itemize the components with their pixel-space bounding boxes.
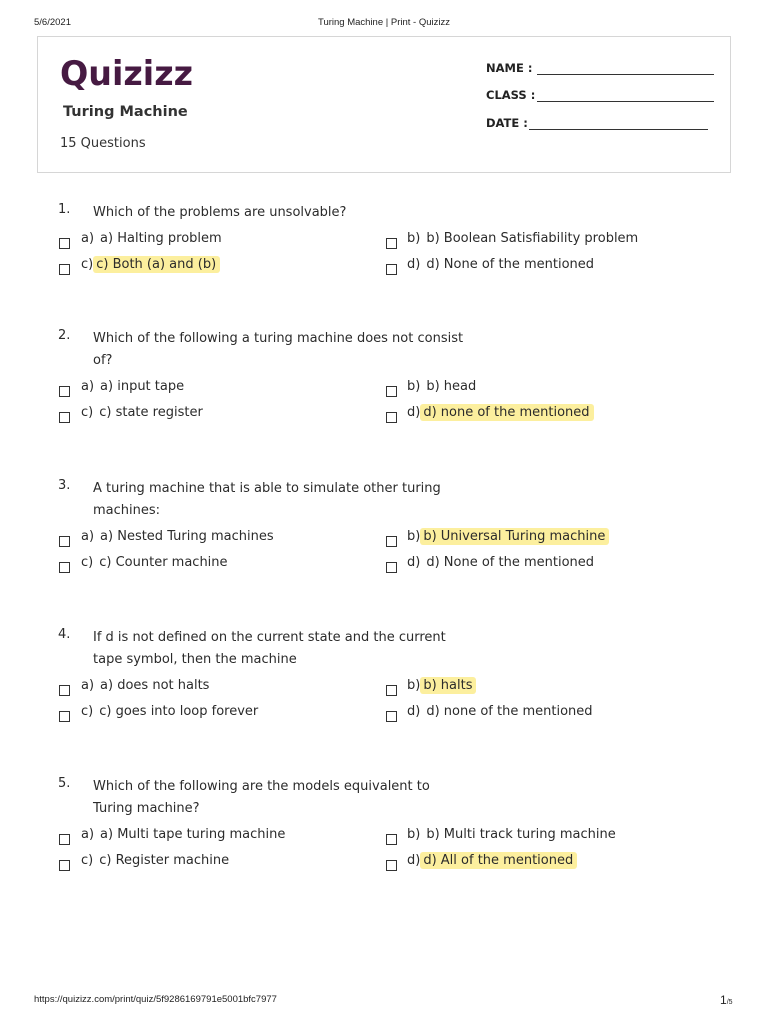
option-text: b) Boolean Satisfiability problem [426,231,639,246]
logo-text: Quizizz [60,54,193,91]
question-number: 3. [58,478,71,493]
option-label [407,826,620,844]
page-number [720,993,733,1007]
option-letter: b) [407,231,421,246]
option-label [81,852,233,870]
question-text: If d is not defined on the current state and the current tape symbol, then the machine [93,630,446,667]
correct-answer-text: b) halts [420,677,476,694]
checkbox[interactable] [386,412,397,423]
question-number: 4. [58,627,71,642]
option-text: a) input tape [100,379,185,394]
option-label [81,677,213,695]
checkbox[interactable] [386,562,397,573]
option-text: c) state register [99,405,203,420]
quizizz-logo [60,53,195,91]
class-line[interactable] [537,101,714,102]
question-text: A turing machine that is able to simulate other turing machines: [93,481,441,518]
quiz-header-box [37,36,731,173]
option-label [81,404,207,422]
option-label [407,852,577,870]
page-total: /5 [726,999,733,1006]
option-letter: d) [407,257,421,272]
checkbox[interactable] [386,860,397,871]
option-text: a) Multi tape turing machine [100,827,286,842]
option-label [407,554,598,572]
option-letter: d) [407,853,421,868]
option-label [407,677,476,695]
print-footer [0,994,768,1010]
checkbox[interactable] [59,264,70,275]
option-text: c) Register machine [99,853,230,868]
option-text: d) None of the mentioned [426,555,595,570]
checkbox[interactable] [386,685,397,696]
option-text: a) Halting problem [100,231,222,246]
question-number: 5. [58,776,71,791]
correct-answer-text: c) Both (a) and (b) [93,256,220,273]
checkbox[interactable] [59,834,70,845]
option-letter: b) [407,529,421,544]
option-letter: b) [407,678,421,693]
option-letter: a) [81,231,95,246]
option-letter: c) [81,555,94,570]
class-label: CLASS : [486,88,536,102]
option-label [407,378,480,396]
page-url: https://quizizz.com/print/quiz/5f9286169791e5001bfc7977 [34,994,277,1005]
option-letter: c) [81,853,94,868]
print-title: Turing Machine | Print - Quizizz [318,17,450,28]
option-label [81,230,226,248]
checkbox[interactable] [59,412,70,423]
question-text: Which of the following a turing machine does not consist of? [93,331,464,368]
checkbox[interactable] [386,264,397,275]
date-line[interactable] [529,129,708,130]
print-date: 5/6/2021 [34,17,71,28]
checkbox[interactable] [59,685,70,696]
option-label [81,256,220,274]
option-text: b) Multi track turing machine [426,827,616,842]
name-line[interactable] [537,74,714,75]
option-text: c) goes into loop forever [99,704,259,719]
question-text: Which of the problems are unsolvable? [93,205,347,220]
option-letter: c) [81,405,94,420]
option-text: d) None of the mentioned [426,257,595,272]
option-label [81,378,188,396]
option-text: b) head [426,379,477,394]
checkbox[interactable] [59,860,70,871]
option-letter: a) [81,678,95,693]
option-letter: a) [81,827,95,842]
option-label [407,528,609,546]
option-letter: b) [407,827,421,842]
checkbox[interactable] [386,238,397,249]
quiz-title: Turing Machine [63,104,188,120]
option-letter: d) [407,704,421,719]
option-letter: a) [81,529,95,544]
option-label [81,554,232,572]
checkbox[interactable] [59,238,70,249]
option-label [81,528,278,546]
option-label [407,230,642,248]
correct-answer-text: b) Universal Turing machine [420,528,609,545]
option-text: c) Counter machine [99,555,228,570]
option-letter: a) [81,379,95,394]
question-number: 2. [58,328,71,343]
option-label [81,703,262,721]
name-label: NAME : [486,61,533,75]
correct-answer-text: d) none of the mentioned [420,404,593,421]
checkbox[interactable] [386,834,397,845]
question-number: 1. [58,202,71,217]
quizizz-logo-mark [60,53,195,91]
checkbox[interactable] [59,536,70,547]
question-count: 15 Questions [60,136,146,151]
option-text: d) none of the mentioned [426,704,593,719]
checkbox[interactable] [59,711,70,722]
correct-answer-text: d) All of the mentioned [420,852,577,869]
option-label [81,826,289,844]
print-header [0,17,768,31]
option-letter: b) [407,379,421,394]
option-letter: c) [81,704,94,719]
page-current: 1 [720,993,727,1007]
option-letter: d) [407,555,421,570]
checkbox[interactable] [59,562,70,573]
checkbox[interactable] [386,386,397,397]
question-text: Which of the following are the models equivalent to Turing machine? [93,779,430,816]
option-text: a) does not halts [100,678,210,693]
checkbox[interactable] [386,536,397,547]
date-label: DATE : [486,116,528,130]
option-label [407,404,594,422]
option-letter: c) [81,257,94,272]
option-letter: d) [407,405,421,420]
option-label [407,256,598,274]
option-text: a) Nested Turing machines [100,529,274,544]
checkbox[interactable] [386,711,397,722]
checkbox[interactable] [59,386,70,397]
option-label [407,703,597,721]
